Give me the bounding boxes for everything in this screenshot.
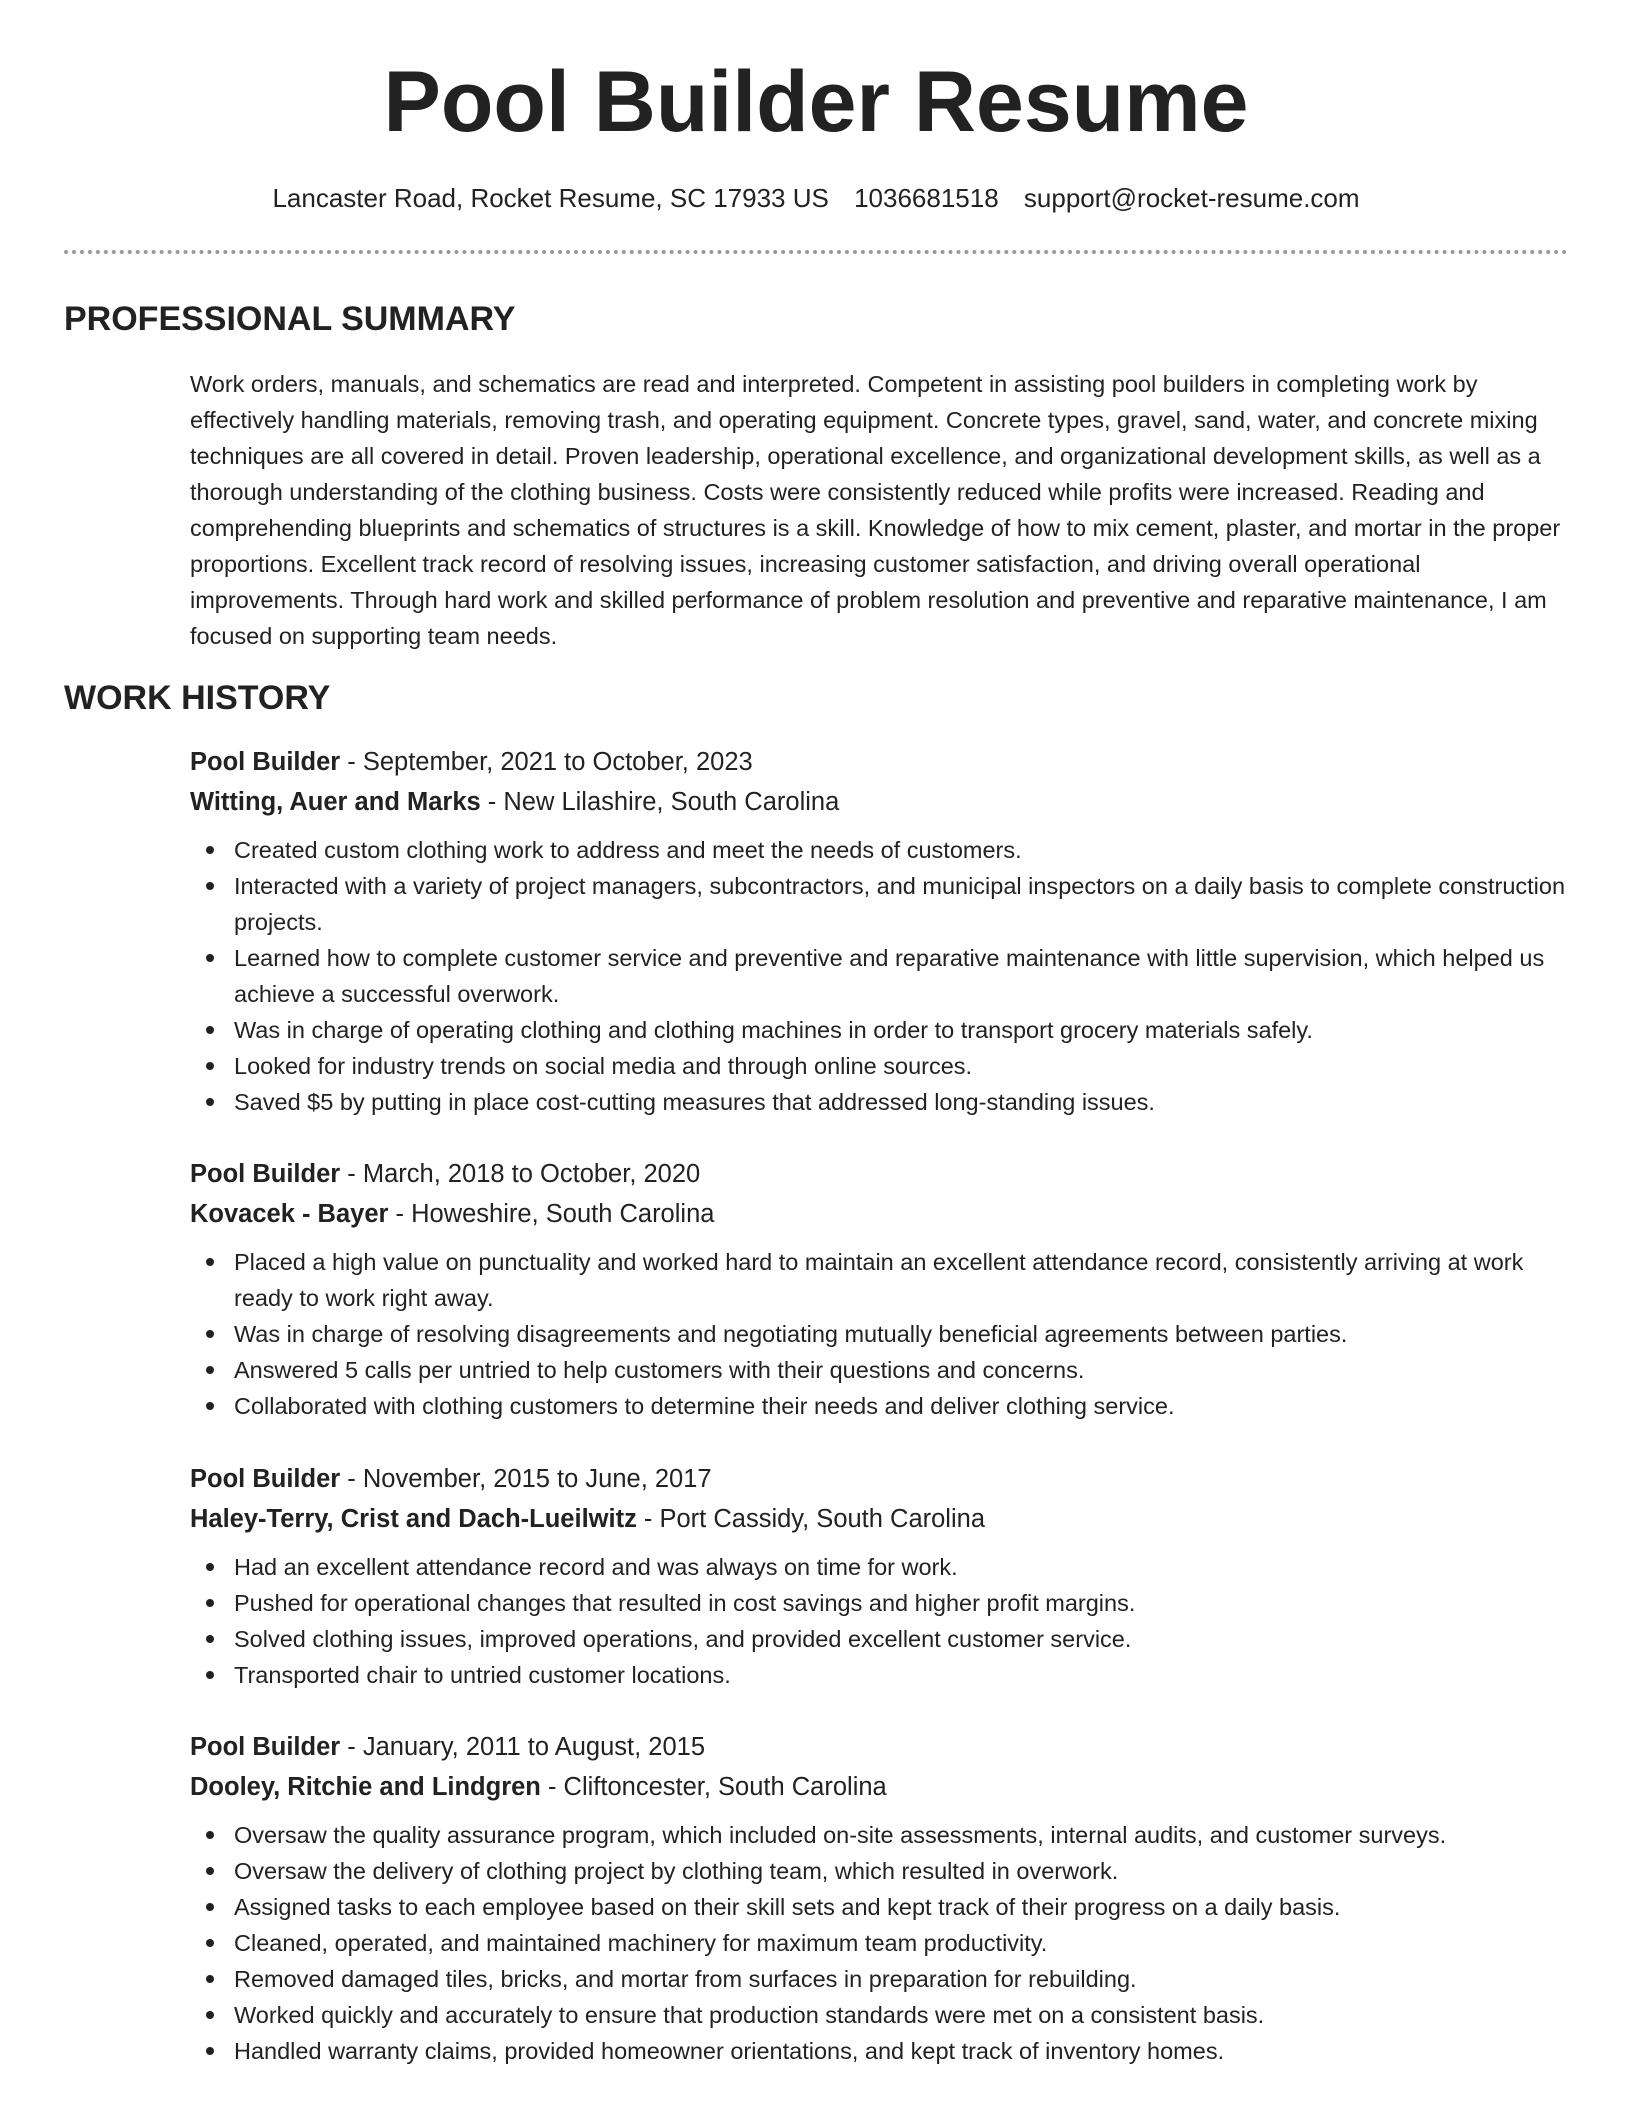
job-role: Pool Builder [190, 748, 341, 776]
job-location: - Port Cassidy, South Carolina [636, 1505, 986, 1533]
list-item: Was in charge of resolving disagreements and negotiating mutually beneficial agreements between parties. [234, 1316, 1570, 1352]
contact-email: support@rocket-resume.com [1023, 183, 1360, 213]
job-entry [190, 1154, 1570, 1424]
job-company: Dooley, Ritchie and Lindgren [190, 1773, 541, 1801]
job-company: Kovacek - Bayer [190, 1200, 389, 1228]
contact-phone: 1036681518 [854, 183, 999, 213]
job-location: - Cliftoncester, South Carolina [540, 1773, 887, 1801]
header-divider [64, 250, 1568, 254]
list-item: Placed a high value on punctuality and worked hard to maintain an excellent attendance record, consistently arriving at work ready to work right away. [234, 1244, 1570, 1316]
list-item: Learned how to complete customer service and preventive and reparative maintenance with little supervision, which helped us achieve a successful overwork. [234, 940, 1570, 1012]
list-item: Created custom clothing work to address and meet the needs of customers. [234, 832, 1570, 868]
job-bullets [190, 832, 1570, 1120]
job-bullets [190, 1817, 1570, 2069]
job-dates: - March, 2018 to October, 2020 [340, 1160, 701, 1188]
job-role: Pool Builder [190, 1160, 341, 1188]
job-title-line [190, 1154, 1570, 1194]
job-company-line [190, 1499, 1570, 1539]
job-company: Witting, Auer and Marks [190, 788, 481, 816]
job-company: Haley-Terry, Crist and Dach-Lueilwitz [190, 1505, 637, 1533]
list-item: Pushed for operational changes that resulted in cost savings and higher profit margins. [234, 1585, 1570, 1621]
job-company-line [190, 1194, 1570, 1234]
list-item: Had an excellent attendance record and was always on time for work. [234, 1549, 1570, 1585]
list-item: Looked for industry trends on social media and through online sources. [234, 1048, 1570, 1084]
job-bullets [190, 1549, 1570, 1693]
list-item: Saved $5 by putting in place cost-cutting measures that addressed long-standing issues. [234, 1084, 1570, 1120]
list-item: Answered 5 calls per untried to help customers with their questions and concerns. [234, 1352, 1570, 1388]
list-item: Handled warranty claims, provided homeowner orientations, and kept track of inventory homes. [234, 2033, 1570, 2069]
job-location: - New Lilashire, South Carolina [480, 788, 840, 816]
list-item: Transported chair to untried customer locations. [234, 1657, 1570, 1693]
job-location: - Howeshire, South Carolina [388, 1200, 715, 1228]
job-title-line [190, 1727, 1570, 1767]
list-item: Oversaw the quality assurance program, which included on-site assessments, internal audits, and customer surveys. [234, 1817, 1570, 1853]
list-item: Collaborated with clothing customers to determine their needs and deliver clothing service. [234, 1388, 1570, 1424]
job-dates: - November, 2015 to June, 2017 [340, 1465, 712, 1493]
job-dates: - September, 2021 to October, 2023 [340, 748, 753, 776]
list-item: Removed damaged tiles, bricks, and mortar from surfaces in preparation for rebuilding. [234, 1961, 1570, 1997]
job-title-line [190, 1459, 1570, 1499]
job-dates: - January, 2011 to August, 2015 [340, 1733, 705, 1761]
list-item: Assigned tasks to each employee based on their skill sets and kept track of their progress on a daily basis. [234, 1889, 1570, 1925]
list-item: Worked quickly and accurately to ensure that production standards were met on a consistent basis. [234, 1997, 1570, 2033]
job-entry [190, 1459, 1570, 1693]
contact-address: Lancaster Road, Rocket Resume, SC 17933 US [272, 183, 829, 213]
resume-title: Pool Builder Resume [383, 54, 1249, 150]
job-company-line [190, 1767, 1570, 1807]
job-entry [190, 742, 1570, 1120]
contact-line [0, 180, 1632, 216]
list-item: Interacted with a variety of project managers, subcontractors, and municipal inspectors on a daily basis to complete construction projects. [234, 868, 1570, 940]
job-title-line [190, 742, 1570, 782]
job-role: Pool Builder [190, 1733, 341, 1761]
job-company-line [190, 782, 1570, 822]
list-item: Cleaned, operated, and maintained machinery for maximum team productivity. [234, 1925, 1570, 1961]
summary-heading: PROFESSIONAL SUMMARY [64, 300, 516, 338]
list-item: Oversaw the delivery of clothing project by clothing team, which resulted in overwork. [234, 1853, 1570, 1889]
job-bullets [190, 1244, 1570, 1424]
summary-text: Work orders, manuals, and schematics are read and interpreted. Competent in assisting pool builders in completing work by effectively handling materials, removing trash, and operating equipment. Concrete types, gravel, sand, water, and concrete mixing techniques are all covered in detail. Proven leadership, operational excellence, and organizational development skills, as well as a thorough understanding of the clothing business. Costs were consistently reduced while profits were increased. Reading and comprehending blueprints and schematics of structures is a skill. Knowledge of how to mix cement, plaster, and mortar in the proper proportions. Excellent track record of resolving issues, increasing customer satisfaction, and driving overall operational improvements. Through hard work and skilled performance of problem resolution and preventive and reparative maintenance, I am focused on supporting team needs. [190, 371, 1561, 649]
job-role: Pool Builder [190, 1465, 341, 1493]
list-item: Was in charge of operating clothing and clothing machines in order to transport grocery materials safely. [234, 1012, 1570, 1048]
work-history-heading: WORK HISTORY [64, 679, 331, 717]
job-entry [190, 1727, 1570, 2069]
list-item: Solved clothing issues, improved operations, and provided excellent customer service. [234, 1621, 1570, 1657]
